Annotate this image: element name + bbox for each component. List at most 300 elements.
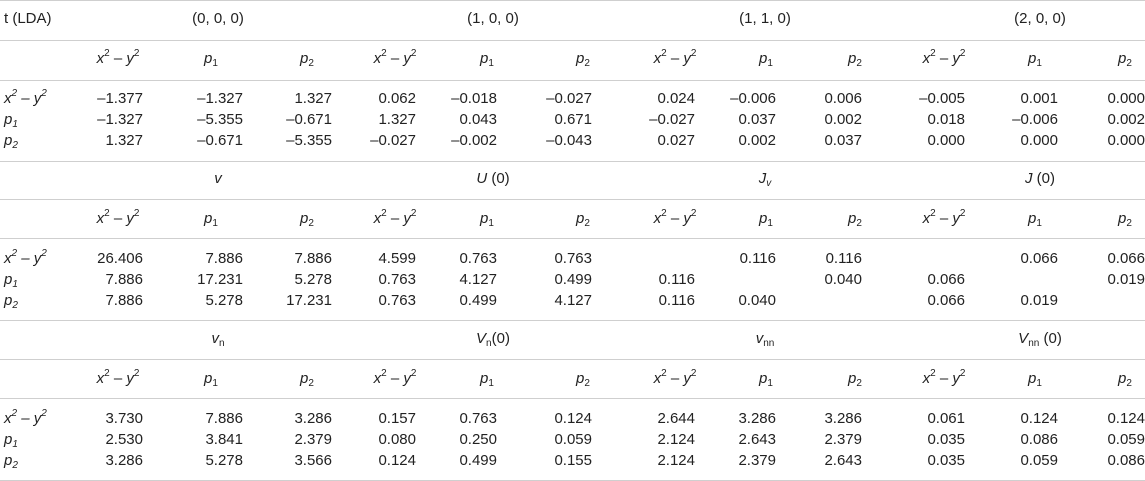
table-cell: 2.643 bbox=[738, 431, 776, 448]
col-p-sub: 1 bbox=[767, 378, 773, 389]
row-p-p: p bbox=[4, 111, 13, 128]
table-cell: 0.066 bbox=[1107, 250, 1145, 267]
table-cell: –0.018 bbox=[451, 90, 497, 107]
col-xy-sup: 2 bbox=[959, 208, 966, 219]
table-cell: 0.116 bbox=[658, 271, 695, 288]
col-xy-x: x bbox=[653, 210, 662, 227]
col-p-sub: 2 bbox=[584, 218, 590, 229]
orbital-col-header bbox=[576, 370, 590, 388]
col-xy-sup: 2 bbox=[661, 208, 667, 219]
col-xy-minus: – bbox=[109, 210, 127, 227]
orbital-col-header bbox=[759, 50, 773, 68]
table-cell: 0.019 bbox=[1107, 271, 1145, 288]
table-cell: 0.002 bbox=[824, 111, 862, 128]
col-p-sub: 1 bbox=[1036, 378, 1042, 389]
col-p-sub: 2 bbox=[856, 218, 862, 229]
col-xy-x: x bbox=[922, 370, 931, 387]
col-p-p: p bbox=[204, 50, 213, 67]
table-cell: 1.327 bbox=[378, 111, 416, 128]
table-cell: 0.002 bbox=[1107, 111, 1145, 128]
col-xy-sup: 2 bbox=[690, 368, 697, 379]
orbital-col-header bbox=[576, 210, 590, 228]
col-xy-minus: – bbox=[109, 370, 127, 387]
orbital-col-header bbox=[1028, 370, 1042, 388]
orbital-col-header bbox=[759, 210, 773, 228]
col-p-p: p bbox=[1118, 370, 1127, 387]
col-xy-minus: – bbox=[666, 50, 684, 67]
table-cell: 0.035 bbox=[927, 452, 965, 469]
row-p-sub: 2 bbox=[12, 300, 18, 311]
table-cell: 0.086 bbox=[1020, 431, 1058, 448]
col-p-sub: 1 bbox=[488, 218, 494, 229]
row-xy-minus: – bbox=[17, 250, 34, 267]
table-cell: 1.327 bbox=[105, 132, 143, 149]
row-p-p: p bbox=[4, 452, 13, 469]
col-xy-sup: 2 bbox=[410, 208, 417, 219]
table-cell: 0.066 bbox=[927, 292, 965, 309]
table-cell: –0.006 bbox=[730, 90, 776, 107]
col-p-p: p bbox=[480, 50, 489, 67]
table-cell: 0.124 bbox=[554, 410, 592, 427]
table-cell: 0.037 bbox=[738, 111, 776, 128]
table-cell: 3.286 bbox=[294, 410, 332, 427]
orbital-col-header bbox=[1118, 210, 1132, 228]
table-cell: 3.730 bbox=[105, 410, 143, 427]
orbital-col-header bbox=[480, 370, 494, 388]
group-header-u0-part: U bbox=[476, 170, 488, 187]
orbital-col-header bbox=[923, 50, 966, 68]
orbital-col-header bbox=[654, 50, 697, 68]
table-cell: –0.027 bbox=[370, 132, 416, 149]
rule-line bbox=[0, 238, 1145, 239]
group-header-u0-part: (0) bbox=[487, 170, 510, 187]
row-p-p: p bbox=[4, 271, 13, 288]
table-cell: 0.035 bbox=[927, 431, 965, 448]
orbital-col-header bbox=[374, 50, 417, 68]
col-p-p: p bbox=[759, 50, 768, 67]
row-label bbox=[4, 250, 47, 268]
col-xy-sup: 2 bbox=[381, 368, 387, 379]
row-label bbox=[4, 111, 18, 129]
table-cell: 2.644 bbox=[657, 410, 695, 427]
col-p-p: p bbox=[576, 210, 585, 227]
col-xy-sup: 2 bbox=[104, 368, 110, 379]
table-cell: 3.286 bbox=[824, 410, 862, 427]
table-cell: 0.155 bbox=[554, 452, 592, 469]
col-p-sub: 2 bbox=[584, 378, 590, 389]
table-cell: 0.499 bbox=[459, 292, 497, 309]
col-xy-minus: – bbox=[935, 210, 953, 227]
col-p-sub: 2 bbox=[1126, 218, 1132, 229]
row-p-sub: 2 bbox=[12, 460, 18, 471]
col-xy-x: x bbox=[922, 210, 931, 227]
col-p-p: p bbox=[480, 370, 489, 387]
row-label bbox=[4, 410, 47, 428]
col-xy-sup: 2 bbox=[690, 208, 697, 219]
orbital-col-header bbox=[204, 370, 218, 388]
row-xy-minus: – bbox=[17, 90, 34, 107]
orbital-col-header bbox=[848, 210, 862, 228]
table-cell: –0.027 bbox=[649, 111, 695, 128]
table-cell: –1.327 bbox=[197, 90, 243, 107]
rule-line bbox=[0, 40, 1145, 41]
col-p-sub: 2 bbox=[584, 58, 590, 69]
col-xy-y: y bbox=[683, 370, 691, 387]
orbital-col-header bbox=[97, 370, 140, 388]
row-xy-y: y bbox=[33, 250, 42, 267]
col-xy-x: x bbox=[96, 50, 105, 67]
table-cell: 0.763 bbox=[554, 250, 592, 267]
col-p-sub: 2 bbox=[308, 58, 314, 69]
orbital-col-header bbox=[204, 50, 218, 68]
table-cell: 0.059 bbox=[554, 431, 592, 448]
row-label bbox=[4, 292, 18, 310]
table-cell: 5.278 bbox=[205, 452, 243, 469]
table-cell: 4.127 bbox=[459, 271, 497, 288]
table-cell: 26.406 bbox=[97, 250, 143, 267]
group-header-vnn0 bbox=[1018, 330, 1062, 348]
col-xy-minus: – bbox=[386, 210, 404, 227]
col-xy-x: x bbox=[373, 370, 382, 387]
table-cell: 0.116 bbox=[658, 292, 695, 309]
col-xy-sup: 2 bbox=[690, 48, 697, 59]
table-cell: 2.124 bbox=[657, 431, 695, 448]
col-xy-x: x bbox=[373, 50, 382, 67]
group-header-v bbox=[214, 170, 222, 188]
col-xy-minus: – bbox=[935, 370, 953, 387]
table-cell: 0.000 bbox=[1107, 90, 1145, 107]
col-xy-y: y bbox=[126, 370, 134, 387]
orbital-col-header bbox=[300, 50, 314, 68]
col-xy-sup: 2 bbox=[959, 368, 966, 379]
table-cell: 0.024 bbox=[657, 90, 695, 107]
rule-line bbox=[0, 359, 1145, 360]
table-cell: 3.286 bbox=[738, 410, 776, 427]
table-cell: 0.000 bbox=[1107, 132, 1145, 149]
table-cell: 3.286 bbox=[105, 452, 143, 469]
group-header-jv bbox=[759, 170, 772, 188]
row-p-sub: 1 bbox=[12, 439, 18, 450]
row-xy-x: x bbox=[4, 410, 12, 427]
group-header-vn0 bbox=[476, 330, 510, 348]
col-xy-y: y bbox=[403, 370, 411, 387]
col-xy-sup: 2 bbox=[381, 48, 387, 59]
col-xy-sup: 2 bbox=[133, 208, 140, 219]
table-cell: 3.566 bbox=[294, 452, 332, 469]
row-p-sub: 1 bbox=[12, 279, 18, 290]
col-p-sub: 1 bbox=[488, 378, 494, 389]
group-header-vn0-part: V bbox=[476, 330, 487, 347]
table-cell: –0.671 bbox=[197, 132, 243, 149]
table-cell: 17.231 bbox=[197, 271, 243, 288]
group-header-j0-part: (0) bbox=[1032, 170, 1055, 187]
table-cell: –0.043 bbox=[546, 132, 592, 149]
col-xy-sup: 2 bbox=[930, 48, 936, 59]
row-label-t-lda: t (LDA) bbox=[4, 10, 52, 27]
table-cell: 1.327 bbox=[294, 90, 332, 107]
orbital-col-header bbox=[480, 50, 494, 68]
col-p-p: p bbox=[204, 210, 213, 227]
col-xy-x: x bbox=[653, 370, 662, 387]
table-cell: 2.124 bbox=[657, 452, 695, 469]
table-cell: 0.040 bbox=[824, 271, 862, 288]
table-cell: 7.886 bbox=[205, 250, 243, 267]
rule-line bbox=[0, 320, 1145, 321]
table-cell: –5.355 bbox=[286, 132, 332, 149]
col-xy-y: y bbox=[403, 50, 411, 67]
table-cell: 0.019 bbox=[1020, 292, 1058, 309]
col-xy-sup: 2 bbox=[133, 48, 140, 59]
table-cell: 0.061 bbox=[927, 410, 965, 427]
table-cell: 2.379 bbox=[294, 431, 332, 448]
row-label bbox=[4, 452, 18, 470]
group-header-vn0-part: n bbox=[486, 338, 492, 349]
row-xy-sup: 2 bbox=[11, 408, 18, 419]
col-xy-sup: 2 bbox=[410, 48, 417, 59]
table-cell: 0.763 bbox=[459, 250, 497, 267]
group-header-vn0-part: (0) bbox=[491, 330, 510, 347]
table-cell: 0.059 bbox=[1020, 452, 1058, 469]
table-cell: 0.037 bbox=[824, 132, 862, 149]
table-cell: 0.001 bbox=[1020, 90, 1058, 107]
col-p-p: p bbox=[759, 210, 768, 227]
col-p-p: p bbox=[300, 210, 309, 227]
col-xy-x: x bbox=[96, 370, 105, 387]
col-p-sub: 1 bbox=[767, 58, 773, 69]
table-cell: 0.066 bbox=[927, 271, 965, 288]
col-p-p: p bbox=[1118, 210, 1127, 227]
table-cell: 3.841 bbox=[205, 431, 243, 448]
col-xy-minus: – bbox=[666, 210, 684, 227]
table-cell: 0.124 bbox=[1020, 410, 1058, 427]
row-p-p: p bbox=[4, 292, 13, 309]
row-p-sub: 2 bbox=[12, 140, 18, 151]
col-xy-y: y bbox=[952, 210, 960, 227]
table-cell: 0.763 bbox=[459, 410, 497, 427]
row-p-sub: 1 bbox=[12, 119, 18, 130]
group-header: (1, 1, 0) bbox=[739, 10, 791, 27]
col-p-sub: 1 bbox=[1036, 218, 1042, 229]
table-cell: 7.886 bbox=[105, 271, 143, 288]
col-p-sub: 1 bbox=[212, 218, 218, 229]
col-p-sub: 1 bbox=[212, 58, 218, 69]
table-cell: 0.006 bbox=[824, 90, 862, 107]
col-xy-x: x bbox=[653, 50, 662, 67]
orbital-col-header bbox=[654, 210, 697, 228]
col-xy-y: y bbox=[403, 210, 411, 227]
table-cell: 4.599 bbox=[378, 250, 416, 267]
col-p-sub: 2 bbox=[1126, 58, 1132, 69]
rule-line bbox=[0, 398, 1145, 399]
table-cell: 7.886 bbox=[294, 250, 332, 267]
col-xy-minus: – bbox=[386, 50, 404, 67]
col-p-sub: 2 bbox=[1126, 378, 1132, 389]
orbital-col-header bbox=[848, 50, 862, 68]
group-header-v-part: v bbox=[214, 170, 222, 187]
table-cell: –1.327 bbox=[97, 111, 143, 128]
table-cell: –0.006 bbox=[1012, 111, 1058, 128]
row-xy-y: y bbox=[33, 410, 42, 427]
rule-line bbox=[0, 80, 1145, 81]
col-xy-sup: 2 bbox=[104, 48, 110, 59]
col-p-sub: 2 bbox=[856, 378, 862, 389]
table-cell: 0.059 bbox=[1107, 431, 1145, 448]
row-label bbox=[4, 132, 18, 150]
col-p-p: p bbox=[848, 50, 857, 67]
group-header-vnn0-part: (0) bbox=[1039, 330, 1062, 347]
table-cell: 7.886 bbox=[105, 292, 143, 309]
table-cell: 0.763 bbox=[378, 292, 416, 309]
table-cell: –0.027 bbox=[546, 90, 592, 107]
table-cell: 4.127 bbox=[554, 292, 592, 309]
col-xy-x: x bbox=[922, 50, 931, 67]
col-p-p: p bbox=[480, 210, 489, 227]
table-cell: 0.000 bbox=[1020, 132, 1058, 149]
table-cell: –0.671 bbox=[286, 111, 332, 128]
col-xy-minus: – bbox=[109, 50, 127, 67]
group-header: (0, 0, 0) bbox=[192, 10, 244, 27]
col-p-sub: 1 bbox=[488, 58, 494, 69]
col-xy-minus: – bbox=[386, 370, 404, 387]
orbital-col-header bbox=[480, 210, 494, 228]
orbital-col-header bbox=[923, 370, 966, 388]
rule-line bbox=[0, 0, 1145, 1]
col-xy-minus: – bbox=[666, 370, 684, 387]
table-cell: 0.763 bbox=[378, 271, 416, 288]
col-p-sub: 1 bbox=[1036, 58, 1042, 69]
col-p-sub: 1 bbox=[212, 378, 218, 389]
orbital-col-header bbox=[374, 370, 417, 388]
row-label bbox=[4, 271, 18, 289]
col-xy-sup: 2 bbox=[410, 368, 417, 379]
group-header-vn-part: v bbox=[211, 330, 219, 347]
orbital-col-header bbox=[848, 370, 862, 388]
col-xy-sup: 2 bbox=[930, 208, 936, 219]
row-xy-x: x bbox=[4, 90, 12, 107]
table-cell: 0.066 bbox=[1020, 250, 1058, 267]
orbital-col-header bbox=[759, 370, 773, 388]
group-header-vnn-part: nn bbox=[763, 338, 775, 349]
table-cell: 2.643 bbox=[824, 452, 862, 469]
col-p-sub: 2 bbox=[308, 378, 314, 389]
col-xy-y: y bbox=[952, 370, 960, 387]
table-cell: 0.116 bbox=[825, 250, 862, 267]
group-header-vnn bbox=[756, 330, 775, 348]
orbital-col-header bbox=[1118, 50, 1132, 68]
group-header-vn bbox=[211, 330, 224, 348]
col-p-p: p bbox=[1028, 370, 1037, 387]
row-xy-sup: 2 bbox=[11, 88, 18, 99]
row-xy-x: x bbox=[4, 250, 12, 267]
row-p-p: p bbox=[4, 132, 13, 149]
row-xy-sup: 2 bbox=[41, 248, 47, 259]
col-p-p: p bbox=[300, 50, 309, 67]
table-cell: 0.062 bbox=[378, 90, 416, 107]
col-p-p: p bbox=[1118, 50, 1127, 67]
table-cell: 5.278 bbox=[294, 271, 332, 288]
group-header-jv-part: v bbox=[766, 178, 772, 189]
table-cell: 0.250 bbox=[459, 431, 497, 448]
group-header-vnn0-part: nn bbox=[1028, 338, 1040, 349]
orbital-col-header bbox=[97, 210, 140, 228]
table-cell: 0.116 bbox=[739, 250, 776, 267]
col-xy-y: y bbox=[683, 210, 691, 227]
table-cell: 0.499 bbox=[459, 452, 497, 469]
rule-line bbox=[0, 161, 1145, 162]
row-xy-y: y bbox=[33, 90, 42, 107]
orbital-col-header bbox=[576, 50, 590, 68]
table-cell: –0.005 bbox=[919, 90, 965, 107]
table-cell: 2.530 bbox=[105, 431, 143, 448]
col-xy-sup: 2 bbox=[104, 208, 110, 219]
col-xy-sup: 2 bbox=[661, 48, 667, 59]
orbital-col-header bbox=[97, 50, 140, 68]
table-cell: 0.671 bbox=[554, 111, 592, 128]
table-cell: –0.002 bbox=[451, 132, 497, 149]
table-cell: 0.124 bbox=[378, 452, 416, 469]
orbital-col-header bbox=[204, 210, 218, 228]
group-header-u0 bbox=[476, 170, 509, 188]
row-xy-minus: – bbox=[17, 410, 34, 427]
table-cell: 0.157 bbox=[378, 410, 416, 427]
orbital-col-header bbox=[1118, 370, 1132, 388]
table-cell: 7.886 bbox=[205, 410, 243, 427]
col-xy-sup: 2 bbox=[959, 48, 966, 59]
table-cell: 0.124 bbox=[1107, 410, 1145, 427]
group-header-vn-part: n bbox=[218, 338, 225, 349]
col-xy-minus: – bbox=[935, 50, 953, 67]
orbital-col-header bbox=[300, 370, 314, 388]
col-xy-y: y bbox=[683, 50, 691, 67]
orbital-col-header bbox=[1028, 50, 1042, 68]
col-p-sub: 2 bbox=[856, 58, 862, 69]
col-p-p: p bbox=[759, 370, 768, 387]
group-header-j0 bbox=[1025, 170, 1055, 188]
col-p-p: p bbox=[1028, 210, 1037, 227]
group-header-vnn-part: v bbox=[755, 330, 764, 347]
table-cell: 0.080 bbox=[378, 431, 416, 448]
col-p-sub: 1 bbox=[767, 218, 773, 229]
orbital-col-header bbox=[1028, 210, 1042, 228]
group-header: (2, 0, 0) bbox=[1014, 10, 1066, 27]
table-cell: 17.231 bbox=[286, 292, 332, 309]
table-cell: 0.000 bbox=[927, 132, 965, 149]
col-p-p: p bbox=[576, 370, 585, 387]
table-cell: 2.379 bbox=[738, 452, 776, 469]
table-cell: 0.002 bbox=[738, 132, 776, 149]
col-p-p: p bbox=[848, 370, 857, 387]
table-cell: 5.278 bbox=[205, 292, 243, 309]
orbital-col-header bbox=[374, 210, 417, 228]
table-cell: 0.027 bbox=[657, 132, 695, 149]
col-xy-sup: 2 bbox=[133, 368, 140, 379]
col-xy-y: y bbox=[952, 50, 960, 67]
row-xy-sup: 2 bbox=[41, 408, 47, 419]
orbital-col-header bbox=[300, 210, 314, 228]
orbital-col-header bbox=[654, 370, 697, 388]
orbital-col-header bbox=[923, 210, 966, 228]
table-cell: 0.043 bbox=[459, 111, 497, 128]
table-cell: 0.499 bbox=[554, 271, 592, 288]
col-xy-sup: 2 bbox=[381, 208, 387, 219]
col-p-p: p bbox=[1028, 50, 1037, 67]
row-xy-sup: 2 bbox=[41, 88, 47, 99]
col-p-p: p bbox=[576, 50, 585, 67]
group-header: (1, 0, 0) bbox=[467, 10, 519, 27]
group-header-j0-part: J bbox=[1025, 170, 1033, 187]
row-xy-sup: 2 bbox=[11, 248, 18, 259]
table-cell: 0.018 bbox=[927, 111, 965, 128]
